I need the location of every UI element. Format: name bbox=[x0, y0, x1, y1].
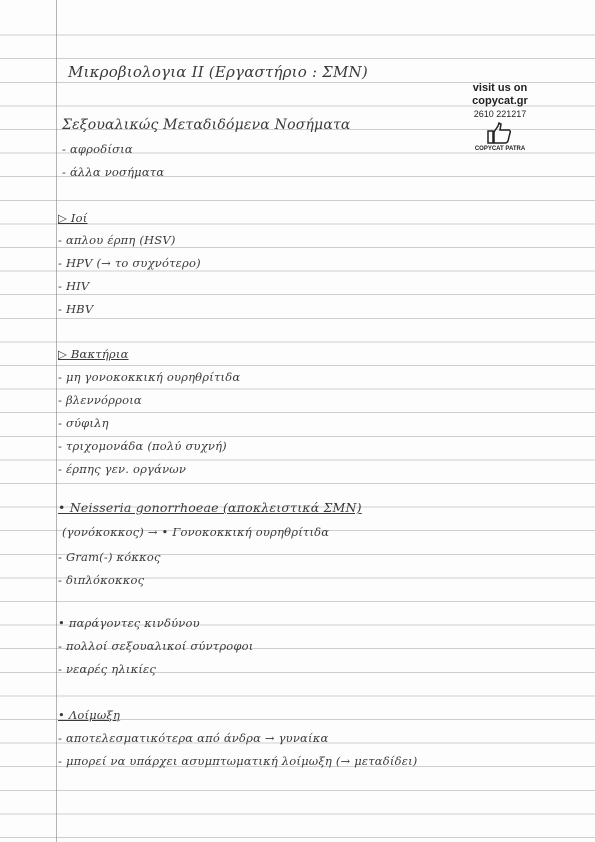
virus-item: - HBV bbox=[58, 302, 94, 316]
bacteria-item: - τριχομονάδα (πολύ συχνή) bbox=[58, 439, 227, 453]
stamp-line-1: visit us on bbox=[472, 82, 528, 94]
stamp-phone: 2610 221217 bbox=[473, 109, 527, 119]
infection-item: - αποτελεσματικότερα από άνδρα → γυναίκα bbox=[58, 731, 329, 745]
copycat-stamp bbox=[460, 82, 540, 153]
infection-heading: • Λοίμωξη bbox=[58, 708, 121, 722]
virus-item: - HPV (→ το συχνότερο) bbox=[58, 256, 201, 270]
thumbs-up-icon bbox=[487, 122, 513, 144]
main-heading: Σεξουαλικώς Μεταδιδόμενα Νοσήματα bbox=[62, 117, 351, 133]
stamp-line-2: copycat.gr bbox=[472, 95, 528, 107]
neisseria-heading: • Neisseria gonorrhoeae (αποκλειστικά ΣΜΝ) bbox=[58, 500, 362, 515]
bacteria-heading: ▷ Βακτήρια bbox=[58, 347, 129, 361]
intro-item: - άλλα νοσήματα bbox=[62, 165, 165, 179]
page-title: Μικροβιολογια ΙΙ (Εργαστήριο : ΣΜΝ) bbox=[68, 63, 368, 81]
neisseria-subline: (γονόκοκκος) → • Γονοκοκκική ουρηθρίτιδα bbox=[62, 525, 330, 539]
bacteria-item: - μη γονοκοκκική ουρηθρίτιδα bbox=[58, 370, 241, 384]
bacteria-item: - έρπης γεν. οργάνων bbox=[58, 462, 187, 476]
neisseria-item: - Gram(-) κόκκος bbox=[58, 550, 161, 564]
risk-heading: • παράγοντες κινδύνου bbox=[58, 616, 200, 630]
margin-line bbox=[56, 0, 57, 842]
neisseria-item: - διπλόκοκκος bbox=[58, 573, 145, 587]
virus-item: - απλου έρπη (HSV) bbox=[58, 233, 176, 247]
bacteria-item: - βλεννόρροια bbox=[58, 393, 142, 407]
intro-item: - αφροδίσια bbox=[62, 142, 133, 156]
risk-item: - πολλοί σεξουαλικοί σύντροφοι bbox=[58, 639, 254, 653]
risk-item: - νεαρές ηλικίες bbox=[58, 662, 157, 676]
virus-item: - HIV bbox=[58, 279, 90, 293]
stamp-brand: COPYCAT PATRA bbox=[474, 146, 526, 152]
infection-item: - μπορεί να υπάρχει ασυμπτωματική λοίμωξη (→ μεταδίδει) bbox=[58, 754, 418, 768]
bacteria-item: - σύφιλη bbox=[58, 416, 109, 430]
viruses-heading: ▷ Ιοί bbox=[58, 211, 88, 225]
